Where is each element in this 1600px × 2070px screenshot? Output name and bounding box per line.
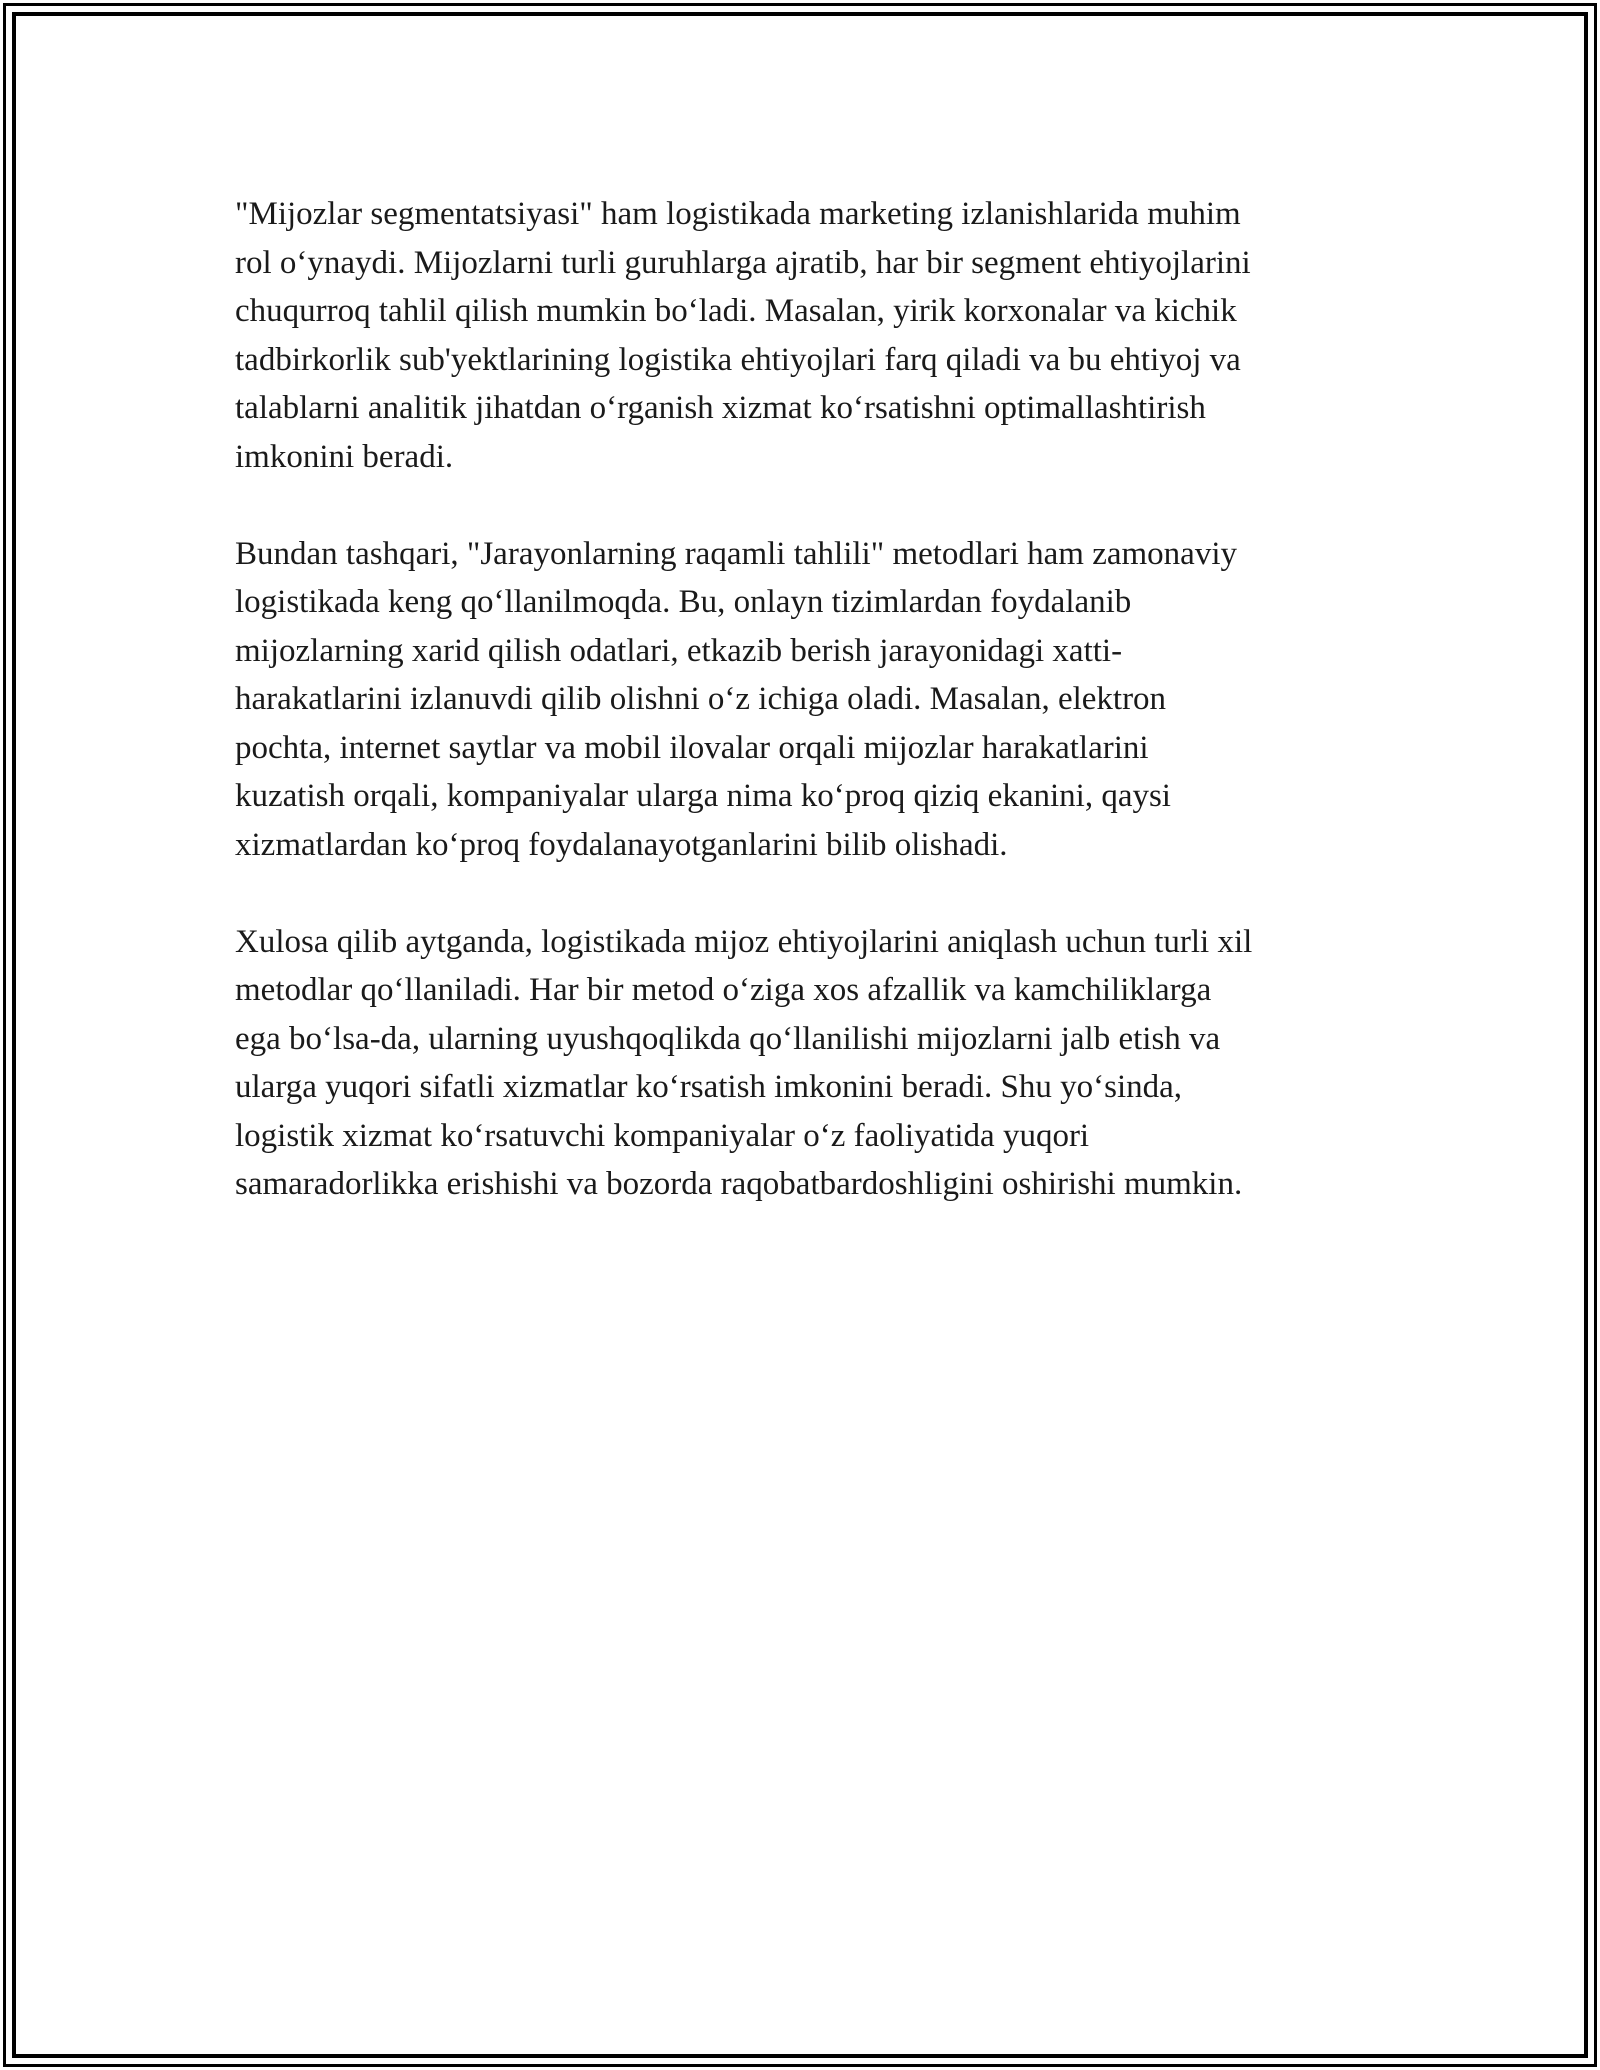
text-line: harakatlarini izlanuvdi qilib olishni o‘z ichiga oladi. Masalan, elektron [235, 681, 1167, 717]
text-line: kuzatish orqali, kompaniyalar ularga nima ko‘proq qiziq ekanini, qaysi [235, 778, 1171, 814]
text-line: Xulosa qilib aytganda, logistikada mijoz ehtiyojlarini aniqlash uchun turli xil [235, 923, 1253, 960]
text-line: talablarni analitik jihatdan o‘rganish xizmat ko‘rsatishni optimallashtirish [235, 390, 1206, 426]
text-line: chuqurroq tahlil qilish mumkin bo‘ladi. Masalan, yirik korxonalar va kichik [235, 293, 1237, 329]
document-body [235, 190, 1370, 1257]
paragraph-conclusion [235, 918, 1370, 1209]
text-line: Bundan tashqari, "Jarayonlarning raqamli tahlili" metodlari ham zamonaviy [235, 535, 1237, 572]
paragraph-segmentation [235, 190, 1370, 481]
text-line: tadbirkorlik sub'yektlarining logistika ehtiyojlari farq qiladi va bu ehtiyoj va [235, 341, 1241, 378]
text-line: "Mijozlar segmentatsiyasi" ham logistikada marketing izlanishlarida muhim [235, 196, 1241, 232]
text-line: mijozlarning xarid qilish odatlari, etkazib berish jarayonidagi xatti- [235, 632, 1123, 669]
text-line: logistik xizmat ko‘rsatuvchi kompaniyalar o‘z faoliyatida yuqori [235, 1117, 1090, 1154]
paragraph-digital-analysis [235, 530, 1370, 870]
text-line: xizmatlardan ko‘proq foydalanayotganlarini bilib olishadi. [235, 826, 1008, 863]
text-line: imkonini beradi. [235, 438, 454, 475]
text-line: ularga yuqori sifatli xizmatlar ko‘rsatish imkonini beradi. Shu yo‘sinda, [235, 1069, 1183, 1105]
text-line: rol o‘ynaydi. Mijozlarni turli guruhlarga ajratib, har bir segment ehtiyojlarini [235, 244, 1251, 281]
text-line: samaradorlikka erishishi va bozorda raqobatbardoshligini oshirishi mumkin. [235, 1166, 1243, 1202]
text-line: metodlar qo‘llaniladi. Har bir metod o‘ziga xos afzallik va kamchiliklarga [235, 972, 1212, 1008]
text-line: logistikada keng qo‘llanilmoqda. Bu, onlayn tizimlardan foydalanib [235, 584, 1132, 620]
text-line: pochta, internet saytlar va mobil ilovalar orqali mijozlar harakatlarini [235, 729, 1149, 766]
text-line: ega bo‘lsa-da, ularning uyushqoqlikda qo‘llanilishi mijozlarni jalb etish va [235, 1020, 1221, 1057]
